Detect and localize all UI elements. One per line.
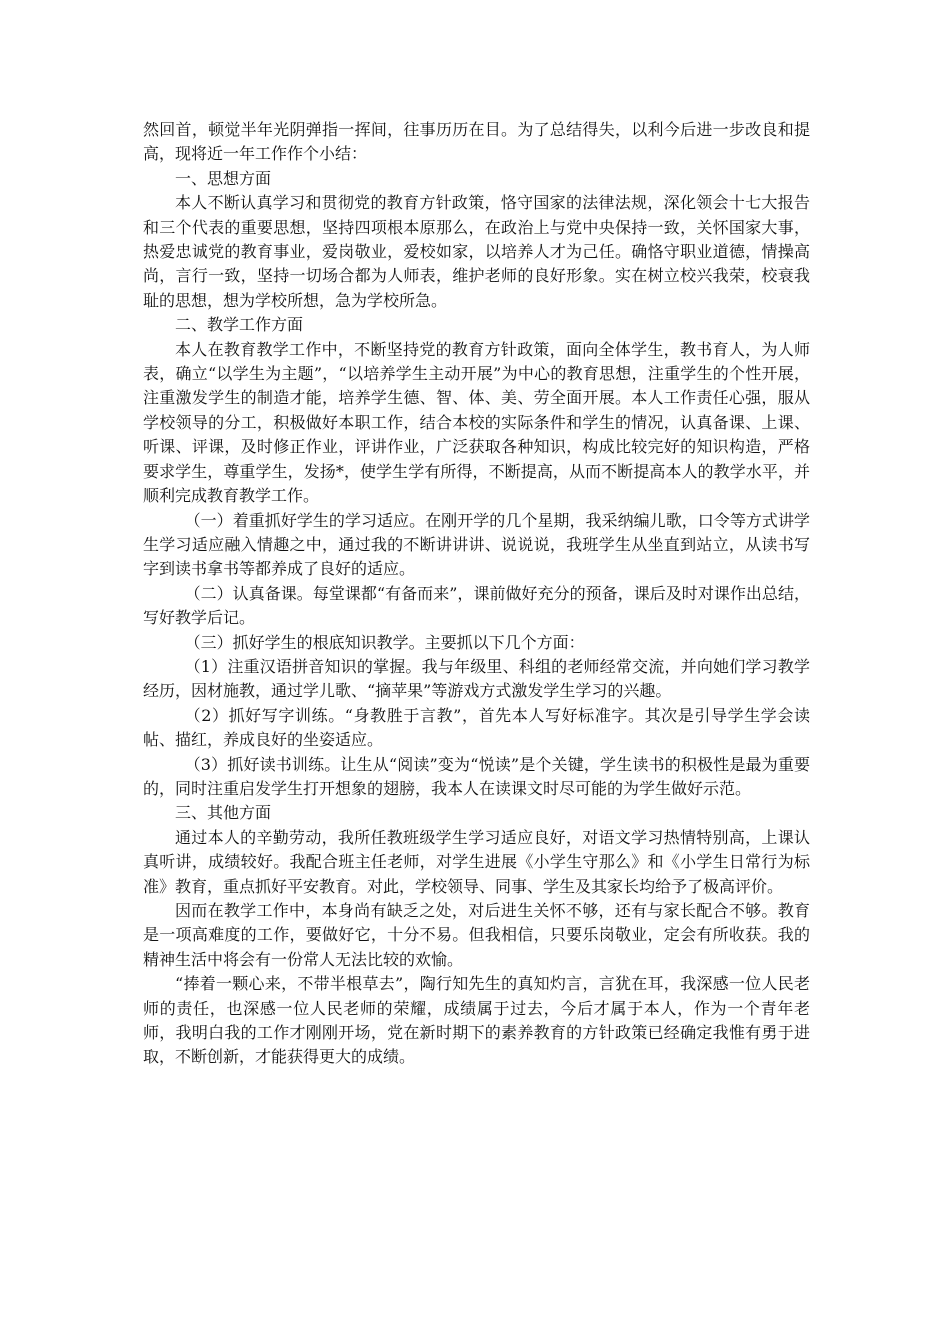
subsection-1: （一）着重抓好学生的学习适应。在刚开学的几个星期，我采纳编儿歌，口令等方式讲学生学习适应融入情趣之中，通过我的不断讲讲讲、说说说，我班学生从坐直到站立，从读书写字到读书拿书等都养成了良好的适应。 xyxy=(143,510,810,579)
opening-paragraph: 然回首，顿觉半年光阴弹指一挥间，往事历历在目。为了总结得失，以利今后进一步改良和提高，现将近一年工作作个小结： xyxy=(143,120,810,164)
subsection-2: （二）认真备课。每堂课都“有备而来”，课前做好充分的预备，课后及时对课作出总结，写好教学后记。 xyxy=(143,583,810,628)
section3-body-1: 通过本人的辛勤劳动，我所任教班级学生学习适应良好，对语文学习热情特别高，上课认真听讲，成绩较好。我配合班主任老师，对学生进展《小学生守那么》和《小学生日常行为标准》教育，重点抓好平安教育。对此，学校领导、同事、学生及其家长均给予了极高评价。 xyxy=(143,827,810,896)
section3-heading: 三、其他方面 xyxy=(175,803,272,823)
subsection-3: （三）抓好学生的根底知识教学。主要抓以下几个方面： xyxy=(184,632,585,652)
section3-body-2: 因而在教学工作中，本身尚有缺乏之处，对后进生关怀不够，还有与家长配合不够。教育是一项高难度的工作，要做好它，十分不易。但我相信，只要乐岗敬业，定会有所收获。我的精神生活中将会有一份常人无法比较的欢愉。 xyxy=(143,901,810,969)
section2-heading: 二、教学工作方面 xyxy=(175,315,304,335)
document-page xyxy=(143,118,810,1070)
section1-body: 本人不断认真学习和贯彻党的教育方针政策，恪守国家的法律法规，深化领会十七大报告和三个代表的重要思想，坚持四项根本原那么，在政治上与党中央保持一致，关怀国家大事，热爱忠诚党的教育事业，爱岗敬业，爱校如家，以培养人才为己任。确恪守职业道德，情操高尚，言行一致，坚持一切场合都为人师表，维护老师的良好形象。实在树立校兴我荣，校衰我耻的思想，想为学校所想，急为学校所急。 xyxy=(143,193,810,310)
list-item-2: （2）抓好写字训练。“身教胜于言教”，首先本人写好标准字。其次是引导学生学会读帖、描红，养成良好的坐姿适应。 xyxy=(143,705,810,750)
section1-heading: 一、思想方面 xyxy=(175,168,272,188)
closing-paragraph: “捧着一颗心来，不带半根草去”，陶行知先生的真知灼言，言犹在耳，我深感一位人民老师的责任，也深感一位人民老师的荣耀，成绩属于过去，今后才属于本人，作为一个青年老师，我明白我的工作才刚刚开场，党在新时期下的素养教育的方针政策已经确定我惟有勇于进取，不断创新，才能获得更大的成绩。 xyxy=(143,974,810,1067)
section2-body: 本人在教育教学工作中，不断坚持党的教育方针政策，面向全体学生，教书育人，为人师表，确立“以学生为主题”，“以培养学生主动开展”为中心的教育思想，注重学生的个性开展，注重激发学生的制造才能，培养学生德、智、体、美、劳全面开展。本人工作责任心强，服从学校领导的分工，积极做好本职工作，结合本校的实际条件和学生的情况，认真备课、上课、听课、评课，及时修正作业，评讲作业，广泛获取各种知识，构成比较完好的知识构造，严格要求学生，尊重学生，发扬*，使学生学有所得，不断提高，从而不断提高本人的教学水平，并顺利完成教育教学工作。 xyxy=(143,339,810,506)
list-item-1: （1）注重汉语拼音知识的掌握。我与年级里、科组的老师经常交流，并向她们学习教学经历，因材施教，通过学儿歌、“摘苹果”等游戏方式激发学生学习的兴趣。 xyxy=(143,656,810,701)
list-item-3: （3）抓好读书训练。让生从“阅读”变为“悦读”是个关键，学生读书的积极性是最为重要的，同时注重启发学生打开想象的翅膀，我本人在读课文时尽可能的为学生做好示范。 xyxy=(143,754,810,798)
